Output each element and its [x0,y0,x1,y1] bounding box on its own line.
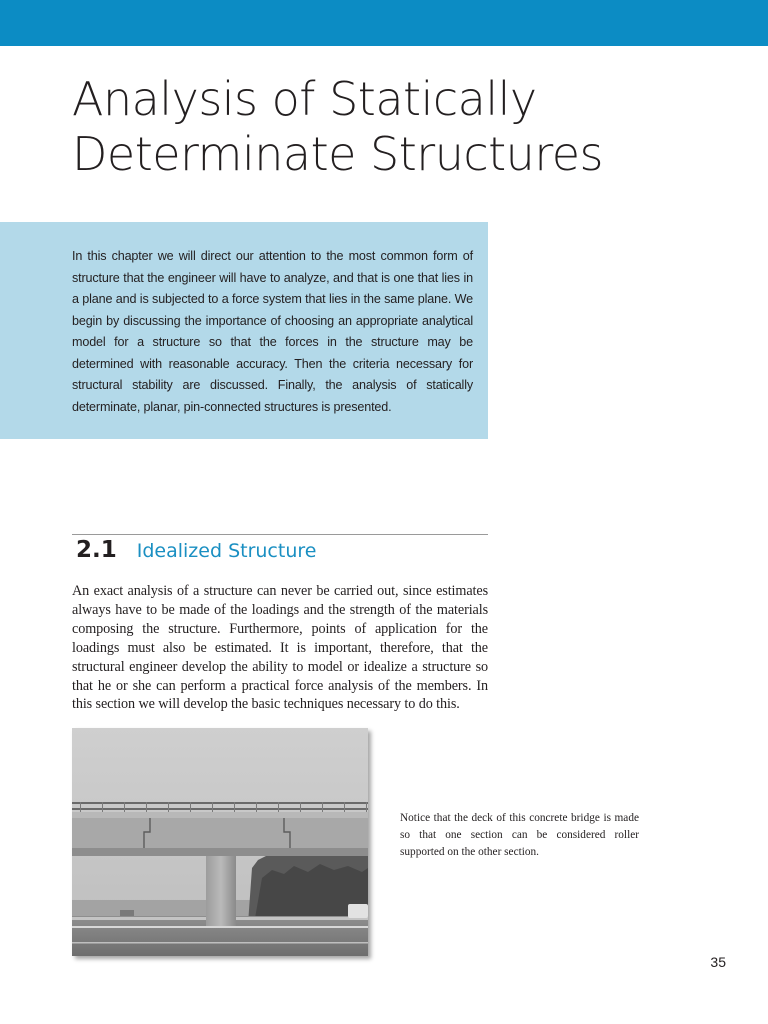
bridge-photo [72,728,368,956]
top-color-bar [0,0,768,46]
section-number: 2.1 [76,537,117,563]
section-heading [76,537,316,563]
page-number: 35 [710,954,726,970]
section-divider [72,534,488,535]
chapter-title-line-1: Analysis of Statically [72,72,537,126]
chapter-title [72,72,692,182]
figure-caption: Notice that the deck of this concrete bridge is made so that one section can be considered roller supported on the other section. [400,812,639,859]
intro-text: In this chapter we will direct our attention to the most common form of structure that the engineer will have to analyze, and that is one that lies in a plane and is subjected to a force system that lies in the same plane. We begin by discussing the importance of choosing an appropriate analytical model for a structure so that the forces in the structure may be determined with reasonable accuracy. Then the criteria necessary for structural stability are discussed. Finally, the analysis of statically determinate, planar, pin-connected structures is presented. [72,249,473,414]
section-title: Idealized Structure [136,540,317,562]
chapter-title-line-2: Determinate Structures [72,127,604,181]
section-body-text: An exact analysis of a structure can never be carried out, since estimates always have to be made of the loadings and the strength of the materials composing the structure. Furthermore, points of application for the loadings must also be estimated. It is important, therefore, that the structural engineer develop the ability to model or idealize a structure so that he or she can perform a practical force analysis of the members. In this section we will develop the basic techniques necessary to do this. [72,583,488,713]
